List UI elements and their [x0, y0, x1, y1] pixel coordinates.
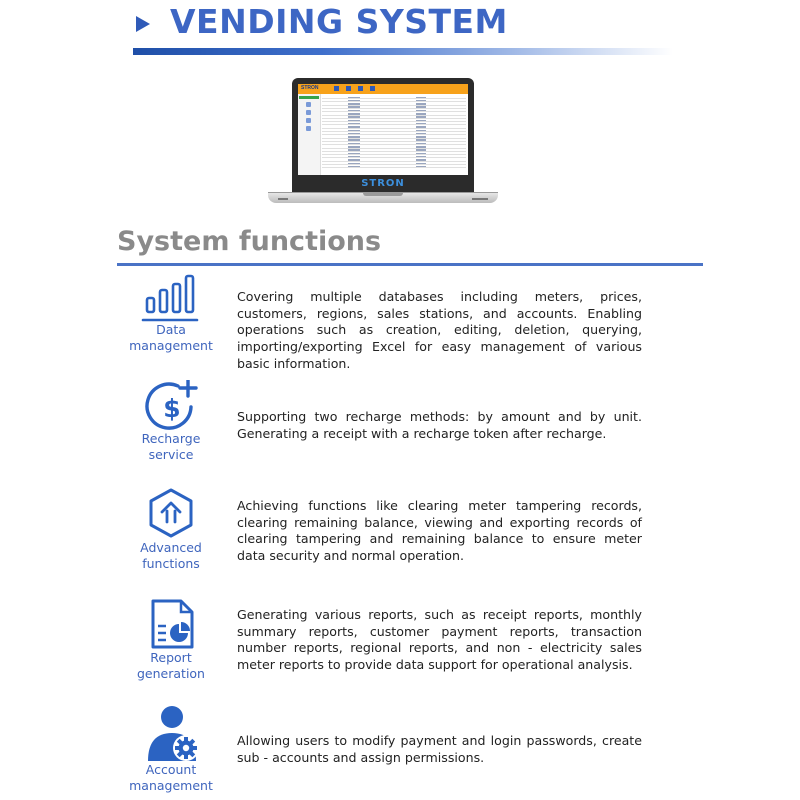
screen-table-cell [416, 116, 426, 118]
screen-table-row [322, 108, 466, 109]
screen-table-row [322, 98, 466, 99]
screen-tool-icon [370, 86, 375, 91]
screen-table-row [322, 164, 466, 165]
section-underline [117, 263, 703, 266]
screen-table-cell [416, 156, 426, 158]
screen-table-cell [348, 130, 360, 132]
laptop-foot [472, 198, 488, 200]
screen-table-cell [416, 100, 426, 102]
screen-table-row [322, 105, 466, 106]
title-arrow-icon [136, 16, 150, 32]
screen-table-row [322, 141, 466, 142]
feature-label-report: Report generation [137, 650, 205, 681]
screen-table-cell [416, 133, 426, 135]
section-title: System functions [117, 226, 382, 257]
screen-table-cell [416, 159, 426, 161]
screen-table-row [322, 138, 466, 139]
screen-table-row [322, 167, 466, 168]
screen-table-cell [416, 149, 426, 151]
laptop-image [268, 78, 498, 206]
screen-table-cell [416, 103, 426, 105]
screen-table-row [322, 101, 466, 102]
screen-table-cell [416, 139, 426, 141]
screen-table-row [322, 154, 466, 155]
screen-table-cell [348, 97, 360, 99]
screen-table-row [322, 144, 466, 145]
screen-table-cell [416, 113, 426, 115]
screen-table-row [322, 115, 466, 116]
screen-table-cell [348, 143, 360, 145]
feature-label-data: Data management [129, 322, 213, 353]
screen-table-cell [348, 116, 360, 118]
hexagon-upload-icon [136, 487, 206, 547]
screen-tool-icon [346, 86, 351, 91]
screen-table-cell [348, 113, 360, 115]
screen-tool-icon [334, 86, 339, 91]
laptop-notch [363, 193, 403, 196]
title-underline [133, 48, 673, 55]
screen-table-cell [348, 159, 360, 161]
screen-table-cell [348, 146, 360, 148]
screen-table-row [322, 161, 466, 162]
svg-text:$: $ [163, 394, 181, 423]
screen-table-cell [348, 123, 360, 125]
laptop-screen [298, 84, 468, 175]
screen-table-cell [348, 103, 360, 105]
screen-table-cell [416, 126, 426, 128]
screen-table-cell [416, 97, 426, 99]
screen-table-cell [416, 143, 426, 145]
screen-table-cell [348, 126, 360, 128]
screen-table-cell [416, 146, 426, 148]
screen-table-cell [416, 120, 426, 122]
report-document-icon [136, 598, 206, 658]
screen-table-cell [416, 130, 426, 132]
feature-description-data: Covering multiple databases including meters, prices, customers, regions, sales stations, and accounts. Enabling operations such as creation, editing, deletion, querying, importing/exporting Excel for easy management of various basic information. [237, 289, 642, 371]
screen-table-cell [348, 163, 360, 165]
feature-label-advanced: Advanced functions [140, 540, 202, 571]
screen-table-row [322, 148, 466, 149]
screen-side-icon [306, 110, 311, 115]
screen-table-cell [348, 136, 360, 138]
screen-table-cell [348, 153, 360, 155]
screen-table-cell [416, 166, 426, 168]
screen-table-row [322, 111, 466, 112]
screen-table-cell [416, 123, 426, 125]
screen-table-row [322, 131, 466, 132]
screen-tool-icon [358, 86, 363, 91]
screen-logo: STRON [301, 85, 319, 91]
screen-table-row [322, 128, 466, 129]
screen-toolbar [298, 84, 468, 94]
screen-table-cell [416, 153, 426, 155]
feature-description-recharge: Supporting two recharge methods: by amount and by unit. Generating a receipt with a recharge token after recharge. [237, 409, 642, 441]
screen-table-cell [348, 100, 360, 102]
screen-table-cell [348, 133, 360, 135]
user-gear-icon [136, 705, 206, 765]
screen-table-cell [416, 106, 426, 108]
screen-table-cell [348, 149, 360, 151]
feature-label-account: Account management [129, 762, 213, 793]
screen-table-cell [348, 110, 360, 112]
screen-table-cell [348, 120, 360, 122]
screen-table-cell [348, 106, 360, 108]
screen-table-cell [348, 139, 360, 141]
screen-side-icon [306, 126, 311, 131]
laptop-brand: STRON [361, 178, 405, 189]
laptop-lid [292, 78, 474, 195]
feature-description-report: Generating various reports, such as receipt reports, monthly summary reports, customer payment reports, transaction number reports, regional reports, and non - electricity sales meter reports to provide data support for operational analysis. [237, 607, 642, 673]
laptop-foot [278, 198, 288, 200]
screen-table-row [322, 121, 466, 122]
screen-table-cell [348, 156, 360, 158]
screen-table-cell [348, 166, 360, 168]
screen-table-row [322, 157, 466, 158]
screen-table-row [322, 124, 466, 125]
screen-table-row [322, 118, 466, 119]
screen-table-row [322, 151, 466, 152]
feature-description-advanced: Achieving functions like clearing meter tampering records, clearing remaining balance, viewing and exporting records of clearing tampering and remaining balance to ensure meter data security and normal operation. [237, 498, 642, 564]
screen-table-row [322, 134, 466, 135]
screen-table-cell [416, 110, 426, 112]
screen-sidebar-active [299, 96, 319, 99]
feature-description-account: Allowing users to modify payment and login passwords, create sub - accounts and assign permissions. [237, 733, 642, 765]
page-title: VENDING SYSTEM [170, 2, 508, 41]
screen-table-cell [416, 163, 426, 165]
screen-side-icon [306, 102, 311, 107]
feature-label-recharge: Recharge service [141, 431, 201, 462]
screen-table-cell [416, 136, 426, 138]
screen-side-icon [306, 118, 311, 123]
laptop-base [268, 192, 498, 203]
